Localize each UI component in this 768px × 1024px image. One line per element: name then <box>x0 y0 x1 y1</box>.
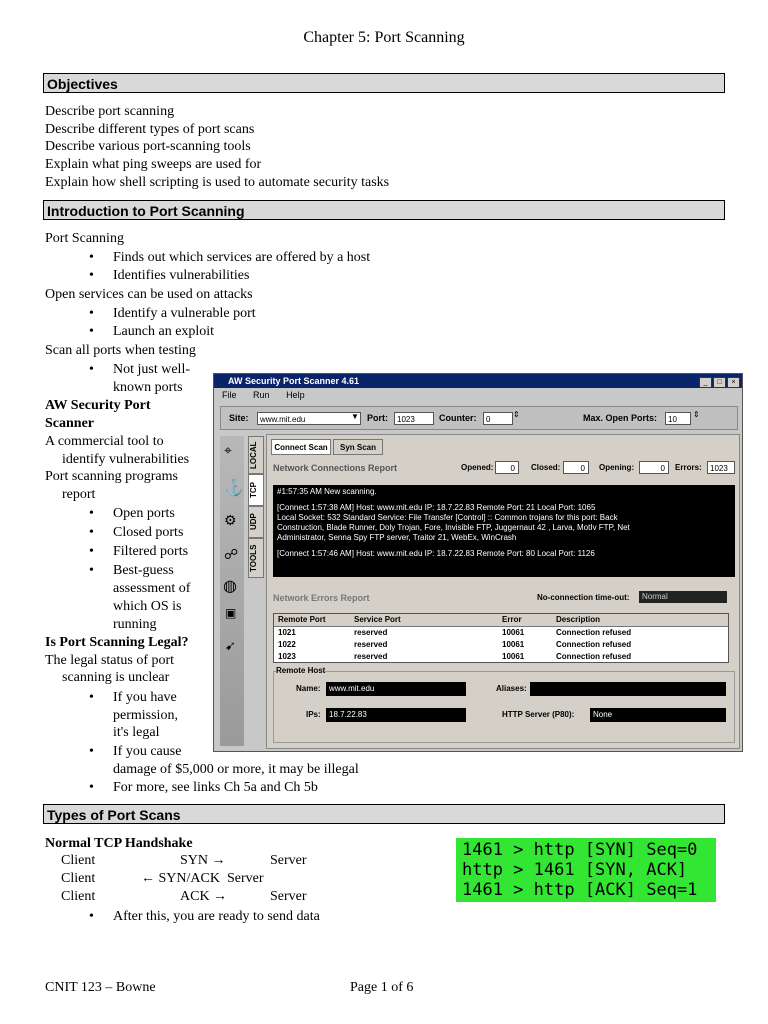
errors-table <box>273 613 729 663</box>
maximize-icon[interactable]: □ <box>713 377 726 388</box>
pointer-icon[interactable]: ➹ <box>225 638 236 653</box>
tool-sidebar <box>220 436 244 746</box>
menu-help[interactable]: Help <box>286 390 305 400</box>
network-icon[interactable]: ☍ <box>224 546 239 562</box>
bullet-item: • Open ports <box>89 506 175 521</box>
log-line: Administrator, Senna Spy FTP server, Traitor 21, WebEx, WinCrash <box>277 533 517 542</box>
connections-log[interactable] <box>273 485 735 577</box>
log-line: Local Socket: 532 Standard Service: File Transfer [Control] :: Common trojans for this port: Back <box>277 513 618 522</box>
aliases-label: Aliases: <box>496 684 527 693</box>
text-legal-cont: scanning is unclear <box>62 670 170 685</box>
bullet-item: • Launch an exploit <box>89 324 215 339</box>
handshake-client: Client <box>61 853 96 868</box>
log-line: #1:57:35 AM New scanning. <box>277 487 377 496</box>
remote-host-label: Remote Host <box>276 666 326 675</box>
objective-item: Explain how shell scripting is used to automate security tasks <box>45 175 390 190</box>
bullet-item: • If you have <box>89 690 177 705</box>
max-ports-input[interactable]: 10 <box>665 412 691 425</box>
bullet-item: • Filtered ports <box>89 544 189 559</box>
handshake-packet: ACK → <box>180 889 228 904</box>
text-reports: Port scanning programs <box>45 469 178 484</box>
bullet-item: • Best-guess <box>89 563 174 578</box>
text-reports-cont: report <box>62 487 96 502</box>
table-row[interactable] <box>274 651 728 663</box>
port-label: Port: <box>367 413 388 423</box>
objective-item: Describe various port-scanning tools <box>45 139 251 154</box>
timeout-select[interactable]: Normal <box>639 591 727 603</box>
cell: 10061 <box>502 628 525 637</box>
max-ports-label: Max. Open Ports: <box>583 413 658 423</box>
tab-connect-scan[interactable]: Connect Scan <box>271 439 331 455</box>
cell: 1023 <box>278 652 296 661</box>
terminal-line: http > 1461 [SYN, ACK] <box>462 860 688 880</box>
name-field[interactable]: www.mit.edu <box>326 682 466 696</box>
bullet-continuation: it's legal <box>113 725 160 740</box>
counter-input[interactable]: 0 <box>483 412 513 425</box>
packet-capture-terminal <box>456 838 716 902</box>
bullet-item: • For more, see links Ch 5a and Ch 5b <box>89 780 318 795</box>
bullet-item: • If you cause <box>89 744 182 759</box>
bullet-continuation: damage of $5,000 or more, it may be illegal <box>113 762 359 777</box>
cell: 10061 <box>502 652 525 661</box>
tab-tools[interactable]: TOOLS <box>248 538 264 578</box>
port-input[interactable]: 1023 <box>394 412 434 425</box>
section-header-introduction: Introduction to Port Scanning <box>43 200 725 220</box>
globe-icon[interactable]: ◍ <box>223 578 237 595</box>
cell: 1022 <box>278 640 296 649</box>
footer-page-number: Page 1 of 6 <box>350 980 414 995</box>
cell: Connection refused <box>556 652 632 661</box>
text-aw-desc-cont: identify vulnerabilities <box>62 452 190 467</box>
heading-aw-scanner: AW Security Port <box>45 398 151 413</box>
opened-value: 0 <box>495 461 519 474</box>
cell: Connection refused <box>556 628 632 637</box>
table-header <box>274 614 728 627</box>
page-title: Chapter 5: Port Scanning <box>303 29 465 46</box>
handshake-client: Client <box>61 871 96 886</box>
text-open-services: Open services can be used on attacks <box>45 287 253 302</box>
scanner-title: AW Security Port Scanner 4.61 <box>228 376 360 386</box>
objective-item: Explain what ping sweeps are used for <box>45 157 262 172</box>
bullet-continuation: which OS is <box>113 599 182 614</box>
http-server-field[interactable]: None <box>590 708 726 722</box>
log-line: [Connect 1:57:38 AM] Host: www.mit.edu IP: 18.7.22.83 Remote Port: 21 Local Port: 1065 <box>277 503 596 512</box>
bullet-item: • Closed ports <box>89 525 184 540</box>
tool-icon[interactable]: ⚙ <box>224 512 237 528</box>
chevron-down-icon[interactable]: ▼ <box>351 412 359 421</box>
col-header[interactable]: Remote Port <box>278 615 326 624</box>
objective-item: Describe port scanning <box>45 104 175 119</box>
bullet-item: • Identifies vulnerabilities <box>89 268 250 283</box>
section-header-types: Types of Port Scans <box>43 804 725 824</box>
terminal-line: 1461 > http [SYN] Seq=0 <box>462 840 698 860</box>
stepper-icon[interactable]: ⇕ <box>513 410 520 419</box>
satellite-icon[interactable]: ⌖ <box>224 442 232 458</box>
cell: 10061 <box>502 640 525 649</box>
errors-value: 1023 <box>707 461 735 474</box>
cell: Connection refused <box>556 640 632 649</box>
tab-local[interactable]: LOCAL <box>248 436 264 474</box>
errors-report-title: Network Errors Report <box>273 593 370 603</box>
bullet-item: • Not just well- <box>89 362 190 377</box>
closed-value: 0 <box>563 461 589 474</box>
scanner-window <box>213 373 743 752</box>
http-server-label: HTTP Server (P80): <box>502 710 575 719</box>
opened-label: Opened: <box>461 463 494 472</box>
col-header[interactable]: Description <box>556 615 601 624</box>
tab-udp[interactable]: UDP <box>248 506 264 538</box>
scanner-main-panel <box>266 434 740 749</box>
opening-value: 0 <box>639 461 669 474</box>
close-icon[interactable]: × <box>727 377 740 388</box>
table-row[interactable] <box>274 639 728 651</box>
closed-label: Closed: <box>531 463 561 472</box>
section-header-objectives: Objectives <box>43 73 725 93</box>
bullet-continuation: known ports <box>113 380 183 395</box>
text-aw-desc: A commercial tool to <box>45 434 164 449</box>
site-input[interactable]: www.mit.edu <box>257 412 361 425</box>
ips-label: IPs: <box>306 710 321 719</box>
tab-tcp[interactable]: TCP <box>248 474 264 506</box>
handshake-packet: ← SYN/ACK <box>141 871 220 886</box>
cell: reserved <box>354 640 388 649</box>
heading-aw-scanner-cont: Scanner <box>45 416 94 431</box>
text-legal: The legal status of port <box>45 653 175 668</box>
counter-label: Counter: <box>439 413 477 423</box>
site-label: Site: <box>229 413 249 423</box>
menu-file[interactable]: File <box>222 390 237 400</box>
cell: reserved <box>354 652 388 661</box>
bullet-item: • After this, you are ready to send data <box>89 909 320 924</box>
table-row[interactable] <box>274 627 728 639</box>
menu-run[interactable]: Run <box>253 390 270 400</box>
col-header[interactable]: Service Port <box>354 615 401 624</box>
name-label: Name: <box>296 684 321 693</box>
vertical-tabs <box>248 436 266 586</box>
heading-legal: Is Port Scanning Legal? <box>45 635 189 650</box>
errors-label: Errors: <box>675 463 702 472</box>
text-scan-all: Scan all ports when testing <box>45 343 196 358</box>
stepper-icon[interactable]: ⇕ <box>693 410 700 419</box>
ips-field[interactable]: 18.7.22.83 <box>326 708 466 722</box>
handshake-server: Server <box>270 853 307 868</box>
handshake-client: Client <box>61 889 96 904</box>
minimize-icon[interactable]: _ <box>699 377 712 388</box>
scanner-toolbar <box>220 406 738 430</box>
bullet-item: • Identify a vulnerable port <box>89 306 256 321</box>
bullet-continuation: permission, <box>113 708 178 723</box>
handshake-packet: SYN → <box>180 853 226 868</box>
computer-icon[interactable]: ▣ <box>225 606 237 620</box>
timeout-label: No-connection time-out: <box>537 593 630 602</box>
bullet-continuation: assessment of <box>113 581 191 596</box>
opening-label: Opening: <box>599 463 635 472</box>
menu-bar <box>222 390 319 400</box>
tab-syn-scan[interactable]: Syn Scan <box>333 439 383 455</box>
log-line: Construction, Blade Runner, Doly Trojan, Fore, Invisible FTP, Juggernaut 42 , Larva, MotIv FTP, Net <box>277 523 630 532</box>
cell: 1021 <box>278 628 296 637</box>
window-controls <box>698 376 740 388</box>
heading-normal-handshake: Normal TCP Handshake <box>45 836 193 851</box>
aliases-field[interactable] <box>530 682 726 696</box>
cell: reserved <box>354 628 388 637</box>
handshake-server: Server <box>270 889 307 904</box>
log-line: [Connect 1:57:46 AM] Host: www.mit.edu IP: 18.7.22.83 Remote Port: 80 Local Port: 1126 <box>277 549 595 558</box>
handshake-server: Server <box>227 871 264 886</box>
col-header[interactable]: Error <box>502 615 522 624</box>
text-port-scanning: Port Scanning <box>45 231 124 246</box>
remote-host-group <box>273 666 735 743</box>
anchor-icon[interactable]: ⚓ <box>224 480 244 497</box>
bullet-continuation: running <box>113 617 157 632</box>
scanner-title-bar <box>214 374 742 388</box>
terminal-line: 1461 > http [ACK] Seq=1 <box>462 880 698 900</box>
connections-report-title: Network Connections Report <box>273 463 398 473</box>
footer-left: CNIT 123 – Bowne <box>45 980 156 995</box>
bullet-item: • Finds out which services are offered by a host <box>89 250 371 265</box>
objective-item: Describe different types of port scans <box>45 122 255 137</box>
